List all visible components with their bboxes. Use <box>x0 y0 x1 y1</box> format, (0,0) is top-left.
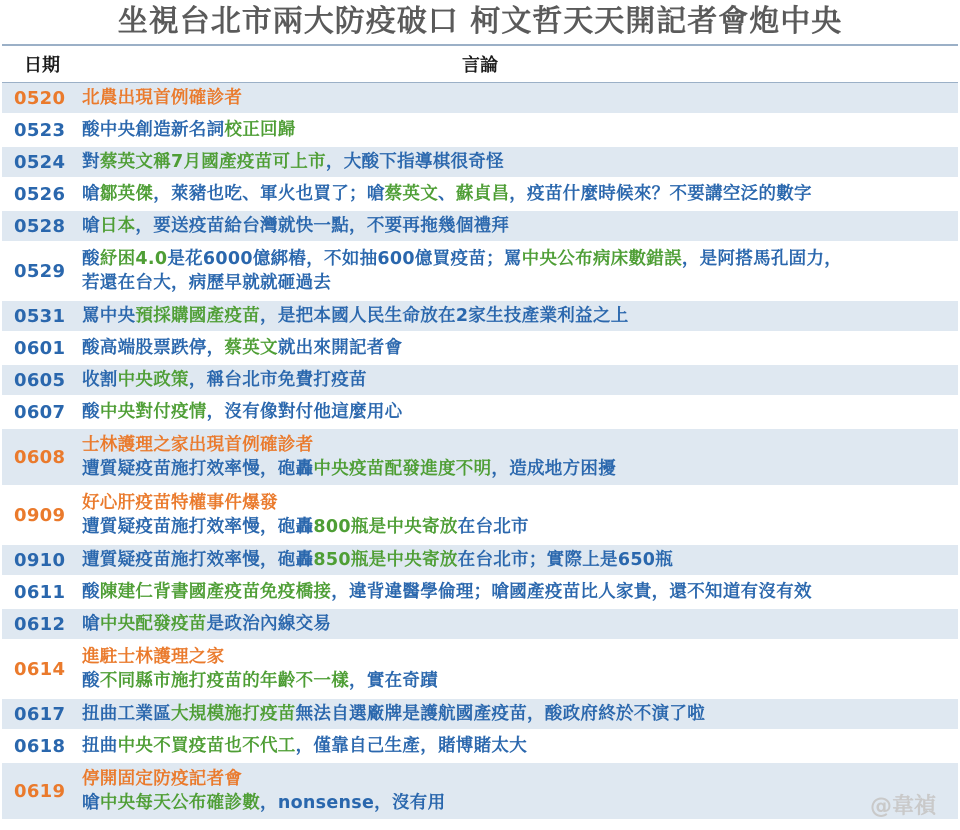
row-date: 0528 <box>14 215 66 237</box>
statement-line <box>82 734 958 758</box>
row-date: 0614 <box>14 658 66 680</box>
statement-phrase: 是花6000億綁樁，不如抽600億買疫苗；罵 <box>167 249 522 269</box>
row-statement <box>82 643 958 695</box>
statement-line <box>82 767 958 791</box>
row-statement <box>82 700 958 728</box>
event-phrase: 好心肝疫苗特權事件爆發 <box>82 493 278 513</box>
row-statement <box>82 732 958 760</box>
statement-line <box>82 702 958 726</box>
row-statement <box>82 578 958 606</box>
highlighted-phrase: 蔡英文 <box>224 338 278 358</box>
statement-phrase: 遭質疑疫苗施打效率慢，砲轟 <box>82 517 314 537</box>
statement-phrase: ，沒有像對付他這麼用心 <box>206 402 403 422</box>
highlighted-phrase: 800瓶是中央寄放 <box>313 517 458 537</box>
row-statement <box>82 302 958 330</box>
row-date: 0618 <box>14 735 66 757</box>
statement-phrase: 無法自選廠牌是護航國產疫苗，酸政府終於不演了啦 <box>295 704 706 724</box>
statement-phrase: 收割 <box>82 370 118 390</box>
table-row <box>2 763 958 821</box>
row-date: 0529 <box>14 260 66 282</box>
statement-phrase: ，實在奇蹟 <box>349 671 439 691</box>
statement-line <box>82 336 958 360</box>
statement-phrase: ，萊豬也吃、軍火也買了；嗆 <box>153 184 385 204</box>
highlighted-phrase: 校正回歸 <box>224 120 296 140</box>
statement-line <box>82 400 958 424</box>
page-title: 坐視台北市兩大防疫破口 柯文哲天天開記者會炮中央 <box>117 4 843 39</box>
statement-phrase: 就出來開記者會 <box>277 338 403 358</box>
row-date: 0612 <box>14 613 66 635</box>
statement-phrase: 若還在台大，病歷早就就砸過去 <box>82 273 332 293</box>
row-statement <box>82 245 958 297</box>
highlighted-phrase: 蘇貞昌 <box>455 184 510 204</box>
date-column-header: 日期 <box>24 55 60 76</box>
statement-phrase: ，疫苗什麼時候來？不要講空泛的數字 <box>509 184 812 204</box>
statement-line <box>82 247 958 271</box>
table-row <box>2 365 958 397</box>
highlighted-phrase: 蔡英文 <box>384 184 439 204</box>
statement-line <box>82 645 958 669</box>
row-date: 0524 <box>14 151 66 173</box>
statement-line <box>82 271 958 295</box>
highlighted-phrase: 蔡英文稱7月國產疫苗可上市 <box>99 152 326 172</box>
row-statement <box>82 116 958 144</box>
highlighted-phrase: 中央對付疫情 <box>99 402 207 422</box>
row-date: 0909 <box>14 504 66 526</box>
statement-line <box>82 150 958 174</box>
highlighted-phrase: 日本 <box>99 216 136 236</box>
statement-line <box>82 368 958 392</box>
highlighted-phrase: 大規模施打疫苗 <box>171 704 296 724</box>
statement-phrase: 嗆 <box>82 184 100 204</box>
statement-phrase: 酸 <box>82 582 100 602</box>
table-row <box>2 179 958 211</box>
table-header <box>2 44 958 83</box>
statement-phrase: 酸 <box>82 671 100 691</box>
statement-phrase: ，僅靠自己生產，賭博賭太大 <box>295 736 528 756</box>
statement-line <box>82 491 958 515</box>
statement-line <box>82 182 958 206</box>
row-date: 0607 <box>14 401 66 423</box>
statement-line <box>82 433 958 457</box>
highlighted-phrase: 鄒英傑 <box>99 184 154 204</box>
statement-phrase: 酸 <box>82 249 100 269</box>
statement-line <box>82 457 958 481</box>
highlighted-phrase: 中央不買疫苗也不代工 <box>117 736 296 756</box>
highlighted-phrase: 中央配發疫苗 <box>99 614 207 634</box>
table-row <box>2 83 958 115</box>
statement-phrase: 、 <box>438 184 456 204</box>
statement-phrase: 嗆 <box>82 614 100 634</box>
highlighted-phrase: 不同縣市施打疫苗的年齡不一樣 <box>99 671 350 691</box>
row-statement <box>82 334 958 362</box>
statement-line <box>82 86 958 110</box>
statement-line <box>82 304 958 328</box>
statement-phrase: ，稱台北市免費打疫苗 <box>188 370 367 390</box>
table-row <box>2 301 958 333</box>
row-date: 0523 <box>14 119 66 141</box>
highlighted-phrase: 中央疫苗配發進度不明 <box>313 459 492 479</box>
row-statement <box>82 180 958 208</box>
highlighted-phrase: 預採購國產疫苗 <box>135 306 261 326</box>
statement-phrase: 罵中央 <box>82 306 136 326</box>
statement-phrase: ，要送疫苗給台灣就快一點，不要再拖幾個禮拜 <box>135 216 510 236</box>
statement-table <box>2 83 958 821</box>
statement-phrase: ，是阿搭馬孔固力， <box>681 249 843 269</box>
statement-line <box>82 669 958 693</box>
row-date: 0605 <box>14 369 66 391</box>
table-row <box>2 397 958 429</box>
statement-phrase: ，大酸下指導棋很奇怪 <box>325 152 504 172</box>
row-date: 0608 <box>14 446 66 468</box>
row-date: 0619 <box>14 780 66 802</box>
row-statement <box>82 765 958 817</box>
statement-phrase: 遭質疑疫苗施打效率慢，砲轟 <box>82 459 314 479</box>
statement-phrase: ，違背違醫學倫理；嗆國產疫苗比人家貴，還不知道有沒有效 <box>331 582 812 602</box>
highlighted-phrase: 中央政策 <box>117 370 189 390</box>
table-row <box>2 577 958 609</box>
event-phrase: 北農出現首例確診者 <box>82 88 243 108</box>
event-phrase: 進駐士林護理之家 <box>82 647 225 667</box>
statement-line <box>82 791 958 815</box>
author-watermark: @韋禎 <box>869 794 936 819</box>
statement-phrase: ，nonsense，沒有用 <box>260 793 446 813</box>
highlighted-phrase: 850瓶是中央寄放 <box>313 550 458 570</box>
event-phrase: 停開固定防疫記者會 <box>82 769 243 789</box>
statement-phrase: 酸高端股票跌停， <box>82 338 225 358</box>
row-date: 0520 <box>14 87 66 109</box>
row-statement <box>82 489 958 541</box>
row-statement <box>82 84 958 112</box>
table-row <box>2 731 958 763</box>
table-row <box>2 609 958 641</box>
row-date: 0611 <box>14 581 66 603</box>
statement-phrase: 扭曲 <box>82 736 118 756</box>
highlighted-phrase: 中央每天公布確診數 <box>99 793 261 813</box>
table-row <box>2 641 958 699</box>
row-statement <box>82 366 958 394</box>
table-row <box>2 147 958 179</box>
highlighted-phrase: 紓困4.0 <box>99 249 168 269</box>
table-row <box>2 333 958 365</box>
table-row <box>2 243 958 301</box>
statement-line <box>82 118 958 142</box>
statement-phrase: ，造成地方困擾 <box>491 459 617 479</box>
statement-line <box>82 580 958 604</box>
statement-line <box>82 515 958 539</box>
row-statement <box>82 398 958 426</box>
statement-phrase: 是政治內線交易 <box>206 614 332 634</box>
statement-phrase: 酸 <box>82 402 100 422</box>
row-statement <box>82 610 958 638</box>
row-statement <box>82 546 958 574</box>
statement-phrase: 酸中央創造新名詞 <box>82 120 225 140</box>
row-statement <box>82 212 958 240</box>
highlighted-phrase: 陳建仁背書國產疫苗免疫橋接 <box>99 582 332 602</box>
statement-phrase: ，是把本國人民生命放在2家生技產業利益之上 <box>260 306 629 326</box>
row-statement <box>82 148 958 176</box>
statement-phrase: 嗆 <box>82 793 100 813</box>
row-date: 0526 <box>14 183 66 205</box>
row-date: 0617 <box>14 703 66 725</box>
table-row <box>2 115 958 147</box>
statement-phrase: 扭曲工業區 <box>82 704 171 724</box>
statement-line <box>82 548 958 572</box>
table-row <box>2 429 958 487</box>
row-date: 0601 <box>14 337 66 359</box>
statement-phrase: 嗆 <box>82 216 100 236</box>
statement-phrase: 遭質疑疫苗施打效率慢，砲轟 <box>82 550 314 570</box>
statement-phrase: 對 <box>82 152 100 172</box>
statement-phrase: 在台北市 <box>457 517 529 537</box>
table-row <box>2 487 958 545</box>
row-date: 0531 <box>14 305 66 327</box>
table-row <box>2 699 958 731</box>
statement-column-header: 言論 <box>462 55 498 76</box>
table-row <box>2 211 958 243</box>
event-phrase: 士林護理之家出現首例確診者 <box>82 435 314 455</box>
highlighted-phrase: 中央公布病床數錯誤 <box>521 249 682 269</box>
statement-line <box>82 214 958 238</box>
statement-phrase: 在台北市；實際上是650瓶 <box>457 550 674 570</box>
row-statement <box>82 431 958 483</box>
row-date: 0910 <box>14 549 66 571</box>
statement-line <box>82 612 958 636</box>
table-row <box>2 545 958 577</box>
